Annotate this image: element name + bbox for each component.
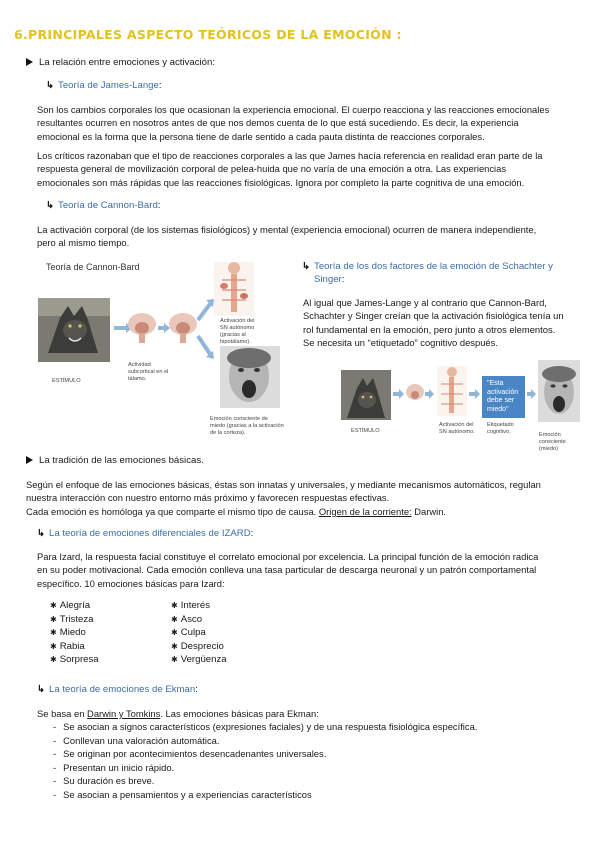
star-bullet-icon: ✱ xyxy=(171,601,178,610)
return-arrow-icon: ↳ xyxy=(302,261,311,272)
heading-text: Teoría de los dos factores de la emoción de Schachter y xyxy=(314,261,553,272)
list-item: - Se asocian a signos característicos (expresiones faciales) y de una respuesta fisiológica específica. xyxy=(54,721,477,735)
box-text: "Esta activación debe ser miedo" xyxy=(487,380,519,413)
return-arrow-icon: ↳ xyxy=(37,528,46,539)
heading-text: La teoría de emociones diferenciales de IZARD xyxy=(49,528,251,539)
star-bullet-icon: ✱ xyxy=(171,628,178,637)
schachter-paragraph xyxy=(303,296,564,350)
star-bullet-icon: ✱ xyxy=(50,628,57,637)
label-autonomic: Activación del SN autónomo. xyxy=(439,422,475,435)
label-stimulus: ESTÍMULO xyxy=(351,428,380,434)
heading-text: Teoría de Cannon-Bard xyxy=(58,200,158,211)
list-item: ✱ Miedo xyxy=(50,627,86,638)
label-subcortical: Actividad subcortical en el tálamo. xyxy=(128,362,169,382)
list-item: ✱ Asco xyxy=(171,613,203,625)
brain-image xyxy=(128,313,156,343)
brain-image xyxy=(169,313,197,343)
heading-izard: ↳ La teoría de emociones diferenciales de IZARD: xyxy=(37,528,254,539)
ekman-list xyxy=(54,721,477,803)
figure-title: Teoría de Cannon-Bard xyxy=(46,262,140,272)
list-item: ✱ Sorpresa xyxy=(50,654,99,665)
ekman-intro: Se basa en Darwin y Tomkins. Las emociones básicas para Ekman: xyxy=(37,708,319,719)
list-item: ✱ Tristeza xyxy=(50,613,94,625)
label-conscious-emotion: Emoción consciente de miedo (gracias a la activación de la corteza). xyxy=(210,416,284,436)
autonomic-anatomy-image xyxy=(214,262,254,316)
list-item: ✱ Desprecio xyxy=(171,640,224,652)
screaming-face-image xyxy=(538,360,580,422)
text-line: en su poder motivacional. Cada emoción conlleva una tasa particular de descarga neuronal y un patrón comportamental xyxy=(37,564,537,576)
text-line: Al igual que James-Lange y al contrario que Cannon-Bard, xyxy=(303,297,547,308)
james-lange-paragraph-2 xyxy=(37,149,543,189)
james-lange-paragraph-1 xyxy=(37,103,549,143)
screaming-face-image xyxy=(220,346,280,408)
heading-cannon-bard: ↳ Teoría de Cannon-Bard: xyxy=(46,200,161,211)
list-item: - Conllevan una valoración automática. xyxy=(54,735,477,749)
text-line: Se necesita un “etiquetado” cognitivo después. xyxy=(303,337,498,349)
text-line: nuestra interacción con nuestro entorno más próximo y favorecen respuestas efectivas. xyxy=(26,492,390,504)
cannon-bard-paragraph xyxy=(37,223,536,250)
label-autonomic: Activación del SN autónomo (gracias al hipotálamo). xyxy=(220,318,255,345)
list-item: - Su duración es breve. xyxy=(54,775,477,789)
list-item: ✱ Interés xyxy=(171,600,211,611)
star-bullet-icon: ✱ xyxy=(171,655,178,664)
label-conscious-emotion: Emoción consciente (miedo) xyxy=(539,432,566,452)
wolf-image xyxy=(341,370,391,420)
star-bullet-icon: ✱ xyxy=(50,601,57,610)
heading-text: La teoría de emociones de Ekman xyxy=(49,684,196,695)
text-line: específico. 10 emociones básicas para Izard: xyxy=(37,577,225,589)
text-line: Para Izard, la respuesta facial constituye el correlato emocional por excelencia. La principal función de la emoción radica xyxy=(37,551,539,562)
heading-schachter-singer: ↳ Teoría de los dos factores de la emoción de Schachter y Singer: xyxy=(302,261,553,285)
heading-text: Singer xyxy=(314,274,342,285)
star-bullet-icon: ✱ xyxy=(171,641,178,651)
heading-james-lange: ↳ Teoría de James-Lange: xyxy=(46,80,162,91)
list-item: - Se asocian a pensamientos y a experiencias característicos xyxy=(54,789,477,803)
text-line: Cada emoción es homóloga ya que comparte el mismo tipo de causa. Origen de la corriente: Darwin. xyxy=(26,505,447,517)
emotions-list-left xyxy=(50,600,99,668)
text-line: Schachter y Singer creían que la activación fisiológica tenía un xyxy=(303,310,564,322)
text-line: emocionales son más rápidas que las reacciones fisiológicas. Ignora por completo la parte cognitiva de una emoción. xyxy=(37,176,525,188)
list-item: ✱ Culpa xyxy=(171,627,206,638)
schachter-figure xyxy=(341,352,581,452)
triangle-bullet-icon xyxy=(26,58,33,66)
text-line: La activación corporal (de los sistemas fisiológicos) y mental (experiencia emocional) ocurren de manera independiente, xyxy=(37,224,537,235)
text-line: pero al mismo tiempo. xyxy=(37,237,130,249)
label-cognitive: Etiquetado cognitivo. xyxy=(487,422,514,435)
text-line: Los críticos razonaban que el tipo de reacciones corporales a las que James hacía referencia en realidad eran parte de la xyxy=(37,150,543,161)
section-bullet-activation xyxy=(26,57,215,68)
list-item: - Presentan un inicio rápido. xyxy=(54,762,477,776)
text-line: resultantes ocurren en nosotros antes de que nos demos cuenta de lo que está sucediendo. Es decir, la experiencia xyxy=(37,117,519,129)
text-line: emocional es la forma que la persona tiene de darle sentido a cada pauta distinta de reacciones corporales. xyxy=(37,130,485,142)
text-line: Son los cambios corporales los que ocasionan la experiencia emocional. El cuerpo reacciona y las reacciones emocionales xyxy=(37,104,550,115)
list-item: ✱ Rabia xyxy=(50,640,85,652)
text-line: respuesta general de movilización corporal de pelea-huida que no varía de una emoción a otra. Las experiencias xyxy=(37,163,507,175)
cannon-bard-figure xyxy=(38,258,288,448)
basic-emotions-paragraph xyxy=(26,478,541,518)
wolf-image xyxy=(38,298,110,362)
star-bullet-icon: ✱ xyxy=(171,614,178,624)
page-title: 6.PRINCIPALES ASPECTO TEÓRICOS DE LA EMOCIÓN : xyxy=(14,27,402,42)
section-bullet-text: La relación entre emociones y activación: xyxy=(39,57,215,68)
triangle-bullet-icon xyxy=(26,456,33,464)
heading-ekman: ↳ La teoría de emociones de Ekman: xyxy=(37,684,198,695)
list-item: ✱ Alegría xyxy=(50,600,91,611)
izard-paragraph xyxy=(37,550,538,590)
list-item: - Se originan por acontecimientos desencadenantes universales. xyxy=(54,748,477,762)
return-arrow-icon: ↳ xyxy=(46,200,55,211)
section-bullet-basic-emotions xyxy=(26,455,204,466)
star-bullet-icon: ✱ xyxy=(50,641,57,651)
return-arrow-icon: ↳ xyxy=(37,684,46,695)
brain-image xyxy=(406,384,424,400)
heading-text: Teoría de James-Lange xyxy=(58,80,159,91)
star-bullet-icon: ✱ xyxy=(50,655,57,664)
return-arrow-icon: ↳ xyxy=(46,80,55,91)
autonomic-anatomy-image xyxy=(437,366,467,416)
list-item: ✱ Vergüenza xyxy=(171,654,227,665)
star-bullet-icon: ✱ xyxy=(50,614,57,624)
text-line: rol fundamental en la emoción, pero junto a otros elementos. xyxy=(303,323,556,335)
emotions-list-right xyxy=(171,600,227,668)
section-bullet-text: La tradición de las emociones básicas. xyxy=(39,455,204,466)
text-line: Según el enfoque de las emociones básicas, éstas son innatas y universales, y mediante mecanismos automáticos, regulan xyxy=(26,479,541,490)
label-stimulus: ESTÍMULO xyxy=(52,378,81,384)
